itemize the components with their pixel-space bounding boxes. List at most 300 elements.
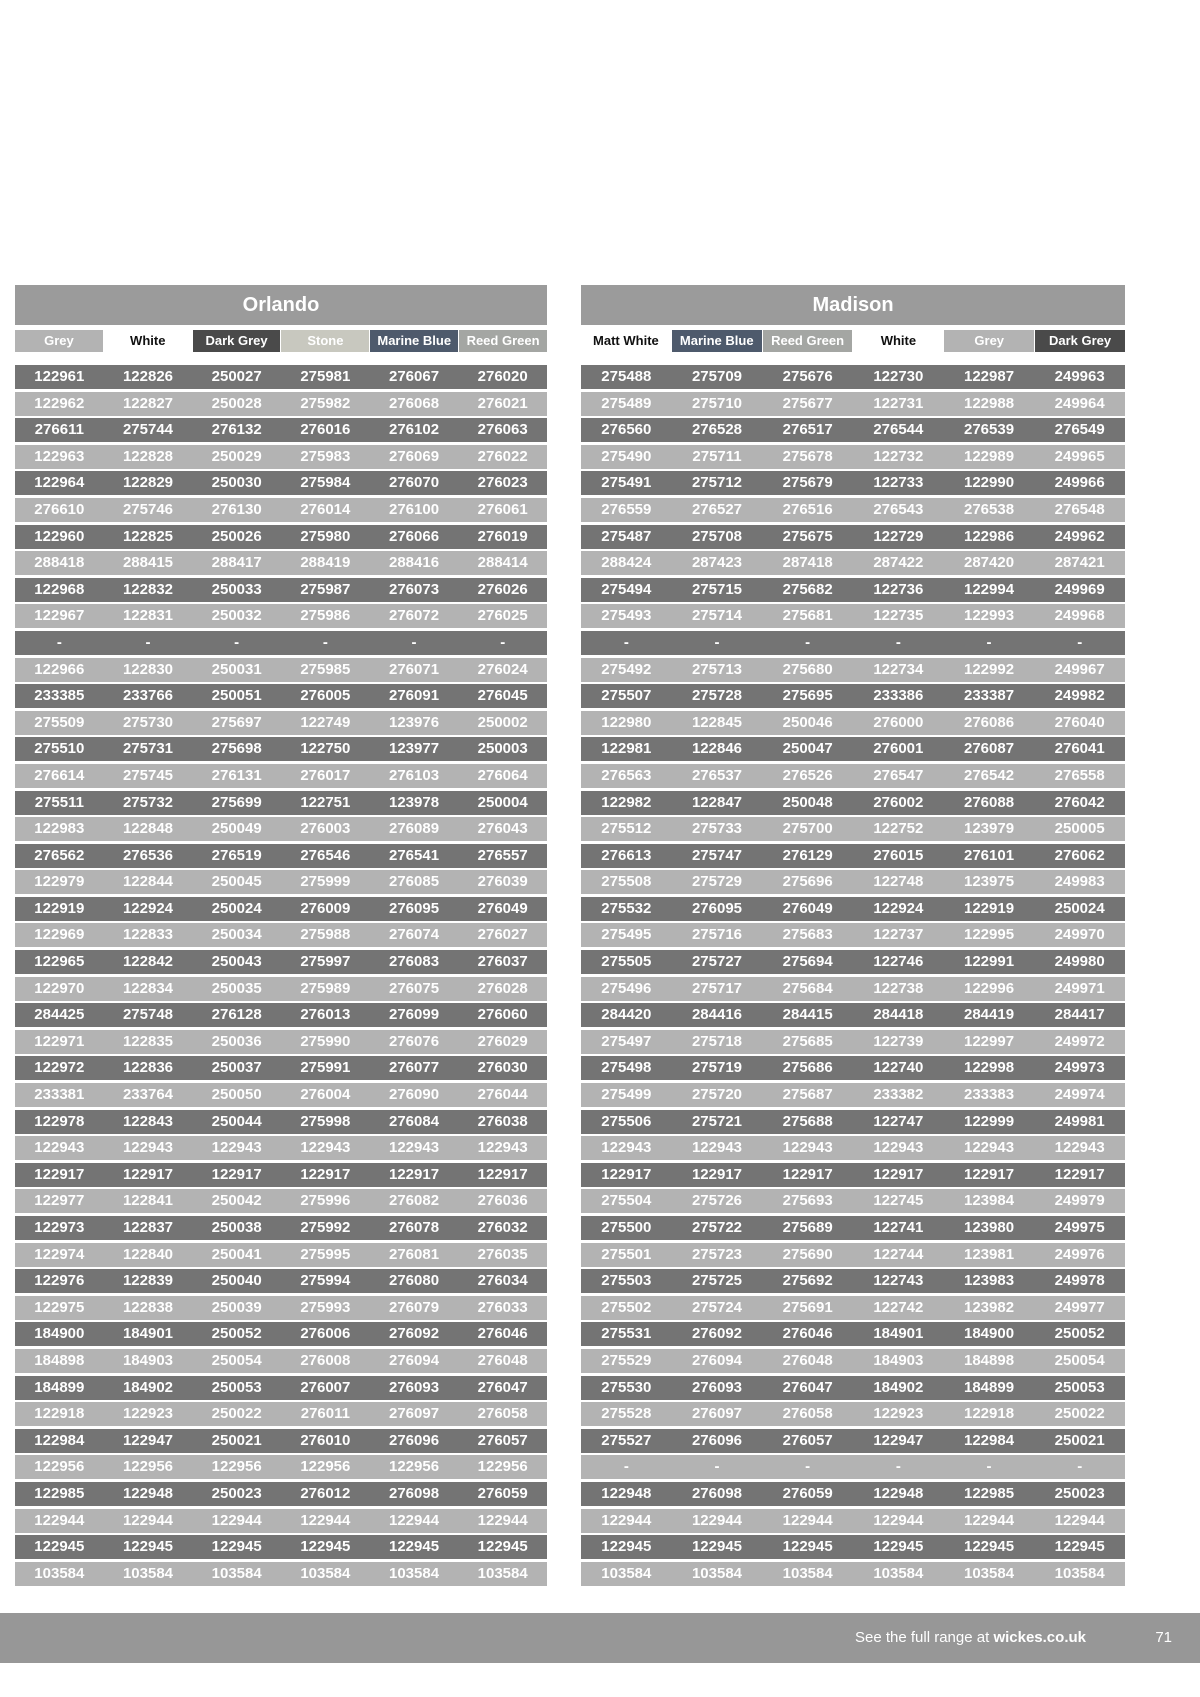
table-cell: 275995: [300, 1245, 351, 1263]
table-cell: 122975: [34, 1298, 85, 1316]
table-cell: 122741: [873, 1219, 924, 1236]
table-cell: 287423: [691, 554, 743, 572]
table-cell: 249974: [1054, 1086, 1105, 1104]
table-cell: 275529: [601, 1351, 652, 1369]
table-cell: 122984: [34, 1431, 85, 1449]
table-cell: 288416: [388, 554, 440, 572]
table-cell: -: [322, 633, 328, 651]
table-cell: 122943: [782, 1139, 833, 1157]
table-cell: 233387: [963, 687, 1015, 705]
table-cell: 276028: [477, 979, 528, 997]
table-cell: 122830: [122, 660, 174, 678]
table-cell: 250031: [211, 660, 262, 678]
table-cell: 122944: [211, 1511, 262, 1529]
table-cell: 122998: [963, 1059, 1015, 1077]
table-cell: 275994: [300, 1272, 351, 1290]
table-cell: 122943: [34, 1139, 85, 1157]
table-cell: 103584: [1054, 1564, 1105, 1582]
table-cell: 250048: [782, 793, 833, 811]
table-cell: 122918: [963, 1405, 1015, 1423]
table-cell: 122917: [122, 1165, 174, 1183]
table-cell: 287421: [1054, 554, 1105, 572]
table-row: [581, 923, 1125, 947]
table-cell: 276610: [34, 500, 85, 518]
table-row: [581, 1296, 1125, 1320]
table-cell: 275500: [601, 1219, 652, 1236]
table-cell: 122738: [873, 979, 924, 997]
table-cell: 275987: [300, 580, 351, 598]
table-cell: 122917: [477, 1165, 528, 1183]
table-cell: 276538: [963, 500, 1015, 518]
table-cell: 276613: [601, 846, 652, 864]
table-cell: 184900: [963, 1325, 1015, 1343]
table-cell: 276101: [963, 846, 1015, 864]
table-cell: 284416: [691, 1006, 743, 1024]
table-cell: 122943: [477, 1139, 528, 1157]
table-cell: 275679: [782, 474, 833, 492]
table-cell: 276079: [388, 1298, 440, 1316]
table-cell: 275691: [782, 1298, 833, 1316]
table-cell: 276003: [300, 820, 351, 838]
table-cell: 250051: [211, 687, 262, 705]
table-cell: -: [623, 1458, 629, 1476]
table-cell: 275991: [300, 1059, 351, 1077]
table-cell: 276128: [211, 1006, 262, 1024]
table-cell: 276039: [477, 873, 528, 891]
table-cell: -: [1077, 1458, 1083, 1476]
table-cell: 122838: [122, 1298, 174, 1316]
table-cell: 275993: [300, 1298, 351, 1316]
table-cell: 275708: [691, 527, 743, 545]
table-cell: 275494: [601, 580, 652, 598]
column-header: Dark Grey: [193, 330, 281, 352]
table-cell: 250032: [211, 607, 262, 625]
table-row: [581, 870, 1125, 894]
table-cell: 122919: [963, 899, 1015, 917]
table-cell: 275686: [782, 1059, 833, 1077]
table-cell: 276007: [300, 1378, 351, 1396]
table-cell: 249962: [1054, 527, 1105, 545]
table-cell: 122985: [34, 1484, 85, 1502]
table-cell: 249968: [1054, 607, 1105, 625]
table-cell: 249975: [1054, 1219, 1105, 1236]
table-cell: 275725: [691, 1272, 743, 1290]
column-header: White: [104, 330, 192, 352]
table-cell: 122943: [211, 1139, 262, 1157]
table-cell: 250045: [211, 873, 262, 891]
table-cell: 122737: [873, 926, 924, 944]
table-cell: 233382: [873, 1086, 924, 1104]
table-cell: 123983: [963, 1272, 1015, 1290]
table-cell: 122996: [963, 979, 1015, 997]
table-cell: 122976: [34, 1272, 85, 1290]
column-header: Reed Green: [763, 330, 853, 352]
table-cell: 184903: [873, 1351, 924, 1369]
table-row: [581, 1429, 1125, 1453]
table-cell: 122985: [963, 1484, 1015, 1502]
table-cell: 275713: [691, 660, 743, 678]
table-row: [15, 578, 547, 602]
table-cell: 122981: [601, 740, 652, 758]
column-header: Grey: [15, 330, 103, 352]
table-cell: 122944: [1054, 1511, 1105, 1529]
table-cell: 276013: [300, 1006, 351, 1024]
table-cell: 250024: [1054, 899, 1105, 917]
table-cell: 276063: [477, 421, 528, 439]
table-cell: 122742: [873, 1298, 924, 1316]
table-cell: 276098: [388, 1484, 440, 1502]
table-cell: 250039: [211, 1298, 262, 1316]
table-cell: -: [805, 1458, 811, 1476]
table-cell: 276088: [963, 793, 1015, 811]
table-cell: 122947: [122, 1431, 174, 1449]
table-cell: 276027: [477, 926, 528, 944]
table-cell: 184900: [34, 1325, 85, 1343]
table-cell: 276528: [691, 421, 743, 439]
table-cell: 122968: [34, 580, 85, 598]
table-cell: 276037: [477, 953, 528, 971]
table-cell: 122944: [477, 1511, 528, 1529]
table-cell: 122982: [601, 793, 652, 811]
table-cell: 249970: [1054, 926, 1105, 944]
table-row: [581, 1136, 1125, 1160]
table-cell: 276080: [388, 1272, 440, 1290]
table-cell: 276049: [782, 899, 833, 917]
table-cell: 122836: [122, 1059, 174, 1077]
table-cell: 122845: [691, 713, 743, 731]
table-cell: 122944: [601, 1511, 652, 1529]
table-cell: 275992: [300, 1219, 351, 1236]
table-cell: 275730: [122, 713, 174, 731]
table-cell: 276081: [388, 1245, 440, 1263]
column-header: Matt White: [581, 330, 671, 352]
table-cell: 250034: [211, 926, 262, 944]
table-cell: 122956: [122, 1458, 174, 1476]
table-cell: 275980: [300, 527, 351, 545]
table-cell: 276543: [873, 500, 924, 518]
table-cell: 276526: [782, 766, 833, 784]
table-cell: 275983: [300, 447, 351, 465]
table-cell: 275495: [601, 926, 652, 944]
table-cell: 122964: [34, 474, 85, 492]
table-cell: 122751: [300, 793, 351, 811]
table-cell: 122945: [601, 1538, 652, 1556]
table-cell: 122827: [122, 394, 174, 412]
column-header: Stone: [281, 330, 369, 352]
table-cell: 122919: [34, 899, 85, 917]
table-cell: 275985: [300, 660, 351, 678]
table-cell: 250029: [211, 447, 262, 465]
table-cell: 276005: [300, 687, 351, 705]
table-row: [15, 1269, 547, 1293]
table-cell: 122967: [34, 607, 85, 625]
table-cell: 122747: [873, 1112, 924, 1130]
table-cell: 122833: [122, 926, 174, 944]
table-cell: 288419: [300, 554, 351, 572]
table-cell: 275497: [601, 1032, 652, 1050]
table-cell: 250023: [1054, 1484, 1105, 1502]
table-cell: 250024: [211, 899, 262, 917]
table-cell: 276541: [388, 846, 440, 864]
table-row: [581, 1376, 1125, 1400]
table-row: [15, 1376, 547, 1400]
table-cell: 276096: [388, 1431, 440, 1449]
table-cell: 275503: [601, 1272, 652, 1290]
table-cell: 122980: [601, 713, 652, 731]
table-row: [15, 1482, 547, 1506]
table-cell: 250049: [211, 820, 262, 838]
table-cell: 122826: [122, 368, 174, 385]
table-cell: 123981: [963, 1245, 1015, 1263]
table-cell: 276014: [300, 500, 351, 518]
table-row: [581, 418, 1125, 442]
table-cell: 275999: [300, 873, 351, 891]
table-row: [15, 1056, 547, 1080]
table-cell: -: [895, 1458, 901, 1476]
table-cell: 275698: [211, 740, 262, 758]
table-cell: 276067: [388, 368, 440, 385]
table-cell: 122945: [1054, 1538, 1105, 1556]
table-cell: 122994: [963, 580, 1015, 598]
table-row: [581, 1455, 1125, 1479]
table-cell: 288418: [34, 554, 85, 572]
table-cell: 122945: [122, 1538, 174, 1556]
table-cell: 275498: [601, 1059, 652, 1077]
table-cell: 276000: [873, 713, 924, 731]
table-cell: 123976: [388, 713, 440, 731]
table-cell: 276032: [477, 1219, 528, 1236]
table-cell: 276019: [477, 527, 528, 545]
table-cell: 122945: [963, 1538, 1015, 1556]
table-cell: 250042: [211, 1192, 262, 1210]
table-row: [581, 471, 1125, 495]
table-cell: 287420: [963, 554, 1015, 572]
table-cell: 275981: [300, 368, 351, 385]
table-cell: 275501: [601, 1245, 652, 1263]
table-cell: 275747: [691, 846, 743, 864]
table-cell: 276547: [873, 766, 924, 784]
table-cell: 276010: [300, 1431, 351, 1449]
table-cell: -: [986, 1458, 992, 1476]
table-cell: 250052: [211, 1325, 262, 1343]
footer-prefix: See the full range at: [855, 1629, 994, 1646]
table-row: [15, 1189, 547, 1213]
table-cell: 275676: [782, 368, 833, 385]
table-cell: 275489: [601, 394, 652, 412]
table-row: [581, 737, 1125, 761]
table-cell: 275690: [782, 1245, 833, 1263]
table-cell: 122993: [963, 607, 1015, 625]
table-cell: 249965: [1054, 447, 1105, 465]
table-row: [15, 658, 547, 682]
table-cell: 275711: [692, 447, 742, 465]
table-cell: 276042: [1054, 793, 1105, 811]
table-cell: 276100: [388, 500, 440, 518]
table-cell: 276548: [1054, 500, 1105, 518]
table-cell: 249982: [1054, 687, 1105, 705]
table-row: [15, 1030, 547, 1054]
table-cell: 122956: [388, 1458, 440, 1476]
table-cell: 288424: [601, 554, 652, 572]
table-cell: 276061: [477, 500, 528, 518]
column-header: Dark Grey: [1035, 330, 1125, 352]
table-cell: 122978: [34, 1112, 85, 1130]
table-row: [15, 923, 547, 947]
table-cell: 122977: [34, 1192, 85, 1210]
table-cell: 276560: [601, 421, 652, 439]
table-cell: 122969: [34, 926, 85, 944]
table-cell: 250021: [211, 1431, 262, 1449]
table-cell: 250052: [1054, 1325, 1105, 1343]
table-cell: 184902: [122, 1378, 174, 1396]
table-cell: 276559: [601, 500, 652, 518]
table-row: [15, 1322, 547, 1346]
table-row: [15, 737, 547, 761]
table-cell: 122956: [300, 1458, 351, 1476]
table-cell: 122837: [122, 1219, 174, 1236]
table-row: [581, 950, 1125, 974]
table-cell: 288417: [211, 554, 262, 572]
table-row: [581, 1003, 1125, 1027]
table-row: [581, 711, 1125, 735]
table-cell: 275996: [300, 1192, 351, 1210]
table-cell: 122997: [963, 1032, 1015, 1050]
table-cell: 249983: [1054, 873, 1105, 891]
table-cell: 184899: [34, 1378, 85, 1396]
table-cell: 184903: [122, 1351, 174, 1369]
table-cell: 122988: [963, 394, 1015, 412]
table-cell: 249977: [1054, 1298, 1105, 1316]
table-cell: 276082: [388, 1192, 440, 1210]
table-cell: 250047: [782, 740, 833, 758]
table-row: [15, 791, 547, 815]
column-header-row: [581, 330, 1125, 352]
table-cell: 284419: [963, 1006, 1015, 1024]
table-cell: 276047: [782, 1378, 833, 1396]
table-cell: 275502: [601, 1298, 652, 1316]
table-row: [15, 977, 547, 1001]
table-row: [15, 604, 547, 628]
table-cell: 276044: [477, 1086, 528, 1104]
table-cell: 275532: [601, 899, 652, 917]
table-cell: 122943: [873, 1139, 924, 1157]
table-cell: 275687: [782, 1086, 833, 1104]
table-cell: 276084: [388, 1112, 440, 1130]
column-header: Grey: [944, 330, 1034, 352]
table-cell: 122990: [963, 474, 1015, 492]
table-cell: 122839: [122, 1272, 174, 1290]
table-cell: 122917: [211, 1165, 262, 1183]
table-cell: 249979: [1054, 1192, 1105, 1210]
table-cell: 276045: [477, 687, 528, 705]
table-cell: 275694: [782, 953, 833, 971]
table-row: [581, 525, 1125, 549]
table-cell: 122963: [34, 447, 85, 465]
table-cell: 276074: [388, 926, 440, 944]
table-cell: 275531: [601, 1325, 652, 1343]
table-cell: 122944: [963, 1511, 1015, 1529]
table-cell: 276516: [782, 500, 833, 518]
table-cell: 276038: [477, 1112, 528, 1130]
table-row: [581, 365, 1125, 389]
table-cell: 275527: [601, 1431, 652, 1449]
table-title: Orlando: [15, 285, 547, 325]
table-cell: 275989: [300, 979, 351, 997]
table-cell: 276093: [388, 1378, 440, 1396]
table-cell: 276097: [691, 1405, 743, 1423]
table-cell: 276020: [477, 368, 528, 385]
table-cell: 103584: [388, 1564, 440, 1582]
table-cell: 103584: [873, 1564, 924, 1582]
table-cell: 122917: [782, 1165, 833, 1183]
table-cell: 122733: [873, 474, 924, 492]
table-cell: 122974: [34, 1245, 85, 1263]
table-cell: 276071: [388, 660, 440, 678]
table-cell: 275512: [601, 820, 652, 838]
table-cell: 276131: [211, 766, 262, 784]
table-cell: 250046: [782, 713, 833, 731]
table-cell: 122943: [122, 1139, 174, 1157]
table-cell: 276046: [782, 1325, 833, 1343]
table-cell: 184899: [963, 1378, 1015, 1396]
table-cell: 122995: [963, 926, 1015, 944]
table-row: [581, 1083, 1125, 1107]
table-cell: 250050: [211, 1086, 262, 1104]
table-cell: 184902: [873, 1378, 924, 1396]
table-cell: 276022: [477, 447, 528, 465]
table-cell: 249978: [1054, 1272, 1105, 1290]
table-cell: 122923: [873, 1405, 924, 1423]
table-cell: 250028: [211, 394, 262, 412]
column-header-row: [15, 330, 547, 352]
table-row: [15, 1136, 547, 1160]
table-cell: 276558: [1054, 766, 1105, 784]
table-cell: 275731: [122, 740, 174, 758]
table-cell: 276542: [963, 766, 1015, 784]
table-cell: 122970: [34, 979, 85, 997]
table-cell: 276537: [691, 766, 743, 784]
table-cell: 250036: [211, 1032, 262, 1050]
table-cell: 122986: [963, 527, 1015, 545]
table-cell: 122735: [873, 607, 924, 625]
table-cell: 276095: [691, 899, 743, 917]
table-row: [15, 711, 547, 735]
table-cell: 122960: [34, 527, 85, 545]
table-cell: 250026: [211, 527, 262, 545]
table-cell: 275715: [691, 580, 743, 598]
table-cell: 276085: [388, 873, 440, 891]
footer-link[interactable]: wickes.co.uk: [993, 1629, 1086, 1646]
table-cell: 276132: [211, 421, 262, 439]
table-cell: 250043: [211, 953, 262, 971]
table-cell: 122750: [300, 740, 351, 758]
table-cell: 287418: [782, 554, 833, 572]
table-cell: 122943: [388, 1139, 440, 1157]
table-cell: 249971: [1054, 979, 1105, 997]
table-cell: 276130: [211, 500, 262, 518]
table-cell: 122924: [873, 899, 924, 917]
table-cell: 122730: [873, 368, 924, 385]
table-row: [15, 1083, 547, 1107]
column-header: Reed Green: [459, 330, 547, 352]
table-cell: 276527: [691, 500, 743, 518]
table-cell: -: [411, 633, 417, 651]
table-cell: 275714: [691, 607, 743, 625]
table-cell: 249964: [1054, 394, 1105, 412]
table-cell: 275709: [691, 368, 743, 385]
table-cell: 123980: [963, 1219, 1015, 1236]
table-cell: 276539: [963, 421, 1015, 439]
